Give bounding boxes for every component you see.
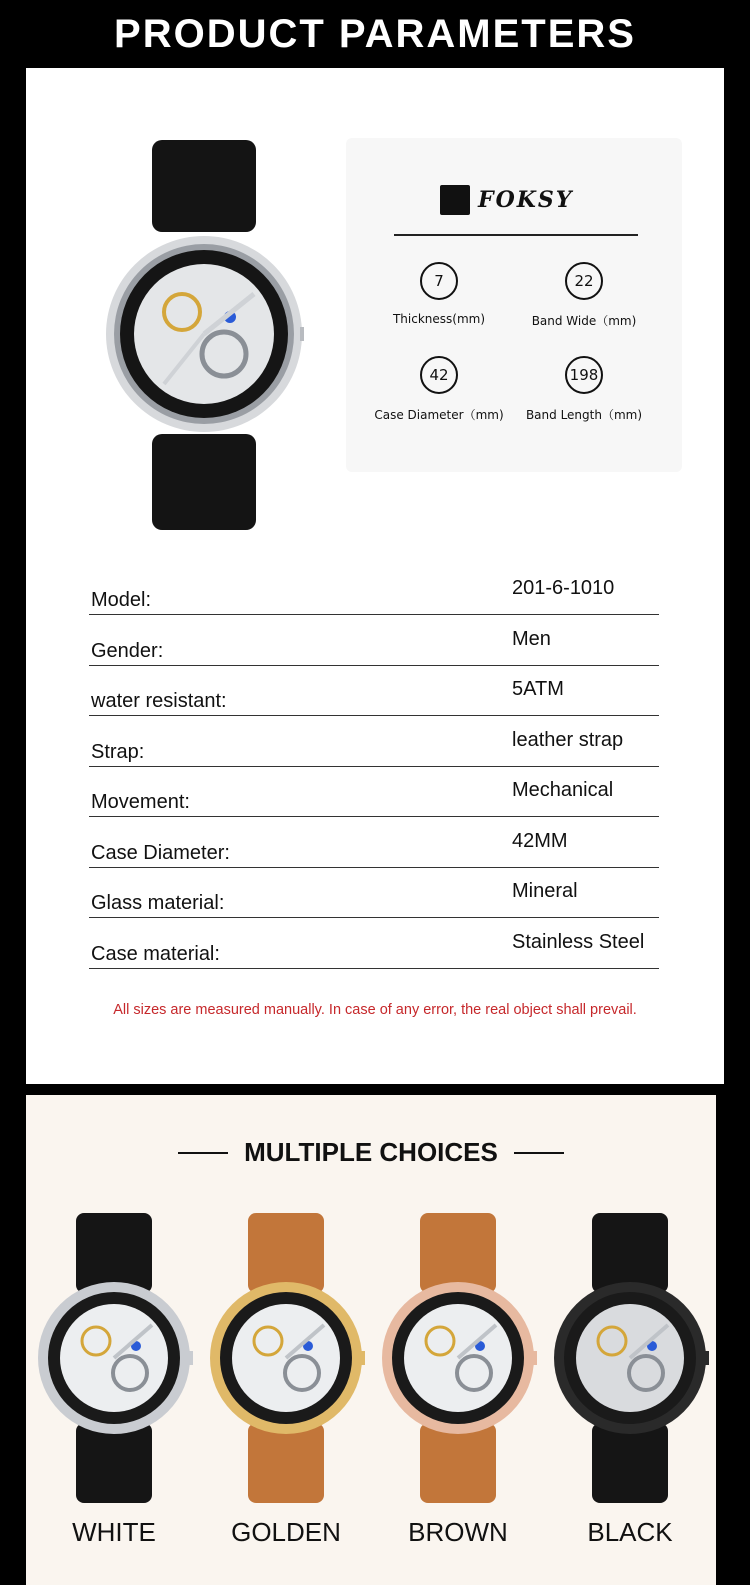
header-rule-left	[178, 1152, 228, 1154]
spec-band-wide	[509, 262, 659, 329]
logo-divider	[394, 234, 638, 236]
spec-band-length	[509, 356, 659, 423]
watch-variant-image	[550, 1213, 710, 1513]
table-row	[89, 617, 659, 666]
variant-black	[550, 1213, 710, 1583]
row-label: Case Diameter:	[91, 841, 230, 864]
choices-panel	[26, 1095, 716, 1585]
row-label: Model:	[91, 589, 152, 611]
row-value: Men	[512, 627, 551, 650]
spec-label: Thickness(mm)	[392, 312, 486, 326]
variant-brown	[378, 1213, 538, 1583]
choices-title: MULTIPLE CHOICES	[244, 1137, 498, 1167]
parameters-panel	[26, 68, 724, 1084]
row-value: Mineral	[512, 880, 578, 902]
spec-label: Case Diameter（mm)	[374, 408, 504, 422]
variant-label: WHITE	[72, 1517, 156, 1547]
spec-card	[346, 138, 682, 472]
row-value: Mechanical	[512, 779, 614, 801]
page-title: PRODUCT PARAMETERS	[114, 11, 636, 56]
header-rule-right	[514, 1152, 564, 1154]
variant-label: GOLDEN	[231, 1517, 341, 1547]
spec-value-circle: 7	[420, 262, 458, 300]
spec-value-circle: 22	[565, 262, 603, 300]
row-value: 201-6-1010	[512, 577, 615, 599]
disclaimer-text: All sizes are measured manually. In case of any error, the real object shall prevail.	[113, 1002, 637, 1018]
row-value: 42MM	[512, 829, 568, 852]
table-row	[89, 667, 659, 716]
spec-thickness	[364, 262, 514, 326]
variant-label: BLACK	[587, 1517, 673, 1547]
watch-product-image	[104, 134, 304, 554]
row-value: Stainless Steel	[512, 930, 645, 953]
watch-variant-image	[206, 1213, 366, 1513]
row-label: Strap:	[91, 740, 145, 763]
spec-value-circle: 198	[565, 356, 603, 394]
table-row	[89, 819, 659, 868]
watch-variant-image	[34, 1213, 194, 1513]
spec-value-circle: 42	[420, 356, 458, 394]
table-row	[89, 869, 659, 918]
brand-name: FOKSY	[478, 187, 574, 213]
spec-label: Band Wide（mm)	[531, 314, 637, 328]
row-label: Gender:	[91, 639, 164, 662]
table-row	[89, 566, 659, 615]
row-label: water resistant:	[91, 690, 227, 712]
row-value: leather strap	[512, 728, 624, 751]
variant-label: BROWN	[408, 1517, 508, 1547]
table-row	[89, 768, 659, 817]
table-row	[89, 718, 659, 767]
logo-mark-icon	[440, 185, 470, 215]
spec-label: Band Length（mm)	[525, 408, 643, 422]
variant-golden	[206, 1213, 366, 1583]
parameters-table	[89, 566, 659, 970]
table-row	[89, 920, 659, 969]
row-label: Case material:	[91, 942, 220, 965]
variant-white	[34, 1213, 194, 1583]
brand-logo	[440, 184, 574, 216]
row-value: 5ATM	[512, 678, 564, 700]
spec-case-diameter	[364, 356, 514, 423]
choices-header	[26, 1137, 716, 1168]
row-label: Glass material:	[91, 892, 225, 914]
row-label: Movement:	[91, 791, 190, 813]
watch-variant-image	[378, 1213, 538, 1513]
